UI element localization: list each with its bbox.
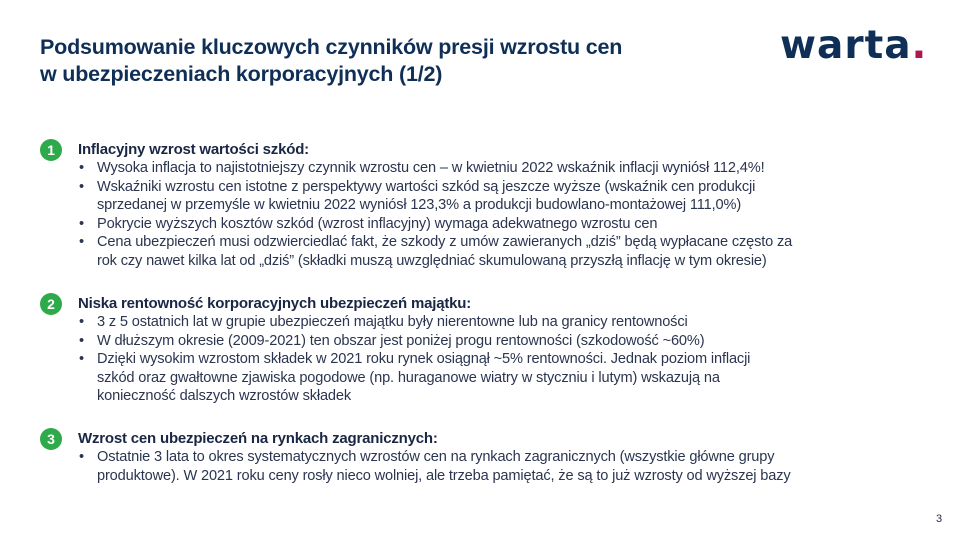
bullet-list bbox=[78, 159, 792, 270]
section-heading: Niska rentowność korporacyjnych ubezpieczeń majątku: bbox=[78, 295, 472, 312]
warta-logo bbox=[780, 22, 927, 70]
bullet-text: konieczność dalszych wzrostów składek bbox=[97, 388, 352, 404]
bullet-list bbox=[78, 448, 791, 485]
section-number-badge: 3 bbox=[40, 428, 62, 450]
section-heading: Inflacyjny wzrost wartości szkód: bbox=[78, 141, 309, 158]
bullet-item bbox=[78, 178, 792, 215]
bullet-text: produktowe). W 2021 roku ceny rosły nieco wolniej, ale trzeba pamiętać, że są to już wzrosty od wyższej bazy bbox=[97, 467, 791, 484]
bullet-text: • W dłuższym okresie (2009-2021) ten obszar jest poniżej progu rentowności (szkodowość ~60%) bbox=[97, 332, 705, 349]
slide-title-line-1: Podsumowanie kluczowych czynników presji wzrostu cen bbox=[40, 35, 623, 59]
bullet-item bbox=[78, 350, 750, 406]
bullet-item bbox=[78, 332, 750, 351]
section-number-badge: 1 bbox=[40, 139, 62, 161]
bullet-item bbox=[78, 448, 791, 485]
bullet-text: • Dzięki wysokim wzrostom składek w 2021 roku rynek osiągnął ~5% rentowności. Jednak poziom inflacji bbox=[97, 351, 751, 367]
section-heading: Wzrost cen ubezpieczeń na rynkach zagranicznych: bbox=[78, 430, 438, 447]
bullet-item bbox=[78, 215, 792, 234]
slide-title bbox=[40, 34, 740, 88]
page-number: 3 bbox=[936, 513, 943, 525]
bullet-text: • Pokrycie wyższych kosztów szkód (wzrost inflacyjny) wymaga adekwatnego wzrostu cen bbox=[97, 215, 658, 232]
logo-text: warta bbox=[780, 23, 912, 68]
bullet-text: • Wysoka inflacja to najistotniejszy czynnik wzrostu cen – w kwietniu 2022 wskaźnik inflacji wyniósł 112,4%! bbox=[97, 160, 765, 176]
bullet-text: sprzedanej w przemyśle w kwietniu 2022 wyniósł 123,3% a produkcji budowlano-montażowej 111,0%) bbox=[97, 197, 742, 213]
bullet-text: • Ostatnie 3 lata to okres systematycznych wzrostów cen na rynkach zagranicznych (wszystkie główne grupy bbox=[97, 449, 775, 465]
bullet-text: rok czy nawet kilka lat od „dziś” (składki muszą uwzględniać skumulowaną przyszłą inflację w tym okresie) bbox=[97, 252, 767, 269]
logo-dot: . bbox=[911, 23, 928, 68]
bullet-text: szkód oraz gwałtowne zjawiska pogodowe (np. huraganowe wiatry w styczniu i lutym) wskazują na bbox=[97, 369, 720, 386]
bullet-list bbox=[78, 313, 750, 406]
bullet-item bbox=[78, 159, 792, 178]
slide-title-line-2: w ubezpieczeniach korporacyjnych (1/2) bbox=[40, 62, 443, 86]
bullet-item bbox=[78, 313, 750, 332]
section-number-badge: 2 bbox=[40, 293, 62, 315]
bullet-text: • 3 z 5 ostatnich lat w grupie ubezpieczeń majątku były nierentowne lub na granicy rentowności bbox=[97, 314, 688, 330]
bullet-text: • Cena ubezpieczeń musi odzwierciedlać fakt, że szkody z umów zawieranych „dziś” będą wypłacane często za bbox=[97, 234, 793, 250]
bullet-text: • Wskaźniki wzrostu cen istotne z perspektywy wartości szkód są jeszcze wyższe (wskaźnik cen produkcji bbox=[97, 178, 756, 195]
bullet-item bbox=[78, 233, 792, 270]
